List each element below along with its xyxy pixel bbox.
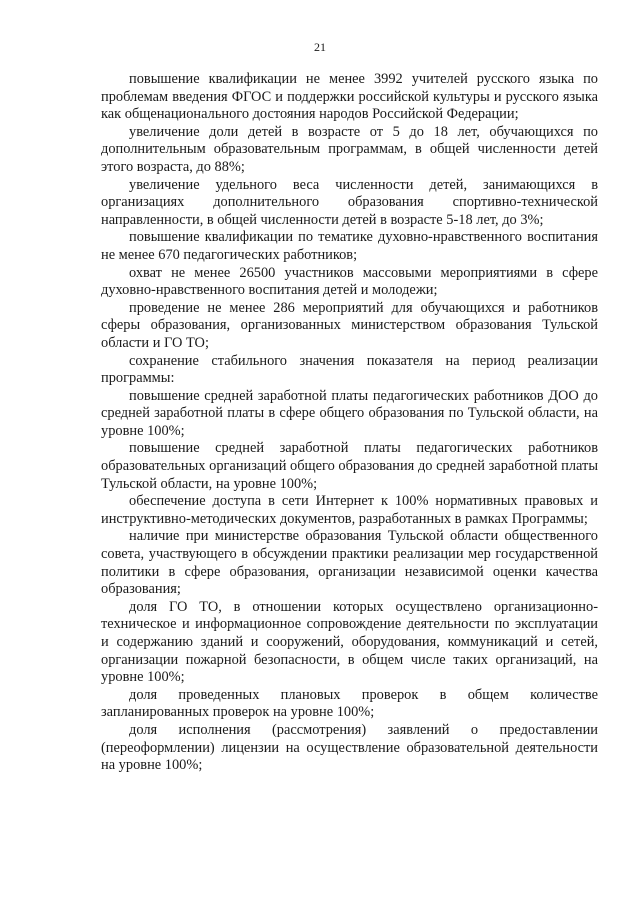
paragraph: сохранение стабильного значения показателя на период реализации программы:	[101, 352, 598, 387]
paragraph: увеличение удельного веса численности детей, занимающихся в организациях дополнительного образования спортивно-технической направленности, в общей численности детей в возрасте 5-18 лет, до 3%;	[101, 176, 598, 228]
paragraph: доля проведенных плановых проверок в общем количестве запланированных проверок на уровне 100%;	[101, 686, 598, 721]
body-text	[101, 71, 598, 775]
paragraph: проведение не менее 286 мероприятий для обучающихся и работников сферы образования, организованных министерством образования Тульской области и ГО ТО;	[101, 299, 598, 351]
page-number: 21	[314, 40, 326, 54]
paragraph: повышение квалификации по тематике духовно-нравственного воспитания не менее 670 педагогических работников;	[101, 229, 598, 263]
paragraph: доля исполнения (рассмотрения) заявлений о предоставлении (переоформлении) лицензии на осуществление образовательной деятельности на уровне 100%;	[101, 721, 598, 774]
paragraph: повышение квалификации не менее 3992 учителей русского языка по проблемам введения ФГОС и поддержки российской культуры и русского языка как общенационального достояния народов Российской Федерации;	[101, 71, 598, 123]
paragraph: доля ГО ТО, в отношении которых осуществлено организационно-техническое и информационное сопровождение деятельности по эксплуатации и содержанию зданий и сооружений, оборудования, коммуникаций и сетей, организации пожарной безопасности, в общем числе таких организаций, на уровне 100%;	[101, 598, 598, 686]
paragraph: охват не менее 26500 участников массовыми мероприятиями в сфере духовно-нравственного воспитания детей и молодежи;	[101, 264, 598, 299]
paragraph: повышение средней заработной платы педагогических работников образовательных организаций общего образования до средней заработной платы Тульской области, на уровне 100%;	[101, 440, 598, 492]
paragraph: увеличение доли детей в возрасте от 5 до 18 лет, обучающихся по дополнительным образовательным программам, в общей численности детей этого возраста, до 88%;	[101, 123, 598, 175]
paragraph: обеспечение доступа в сети Интернет к 100% нормативных правовых и инструктивно-методических документов, разработанных в рамках Программы;	[101, 493, 598, 527]
paragraph: наличие при министерстве образования Тульской области общественного совета, участвующего в обсуждении практики реализации мер государственной политики в сфере образования, организации независимой оценки качества образования;	[101, 528, 598, 598]
paragraph: повышение средней заработной платы педагогических работников ДОО до средней заработной платы в сфере общего образования по Тульской области, на уровне 100%;	[101, 387, 598, 439]
